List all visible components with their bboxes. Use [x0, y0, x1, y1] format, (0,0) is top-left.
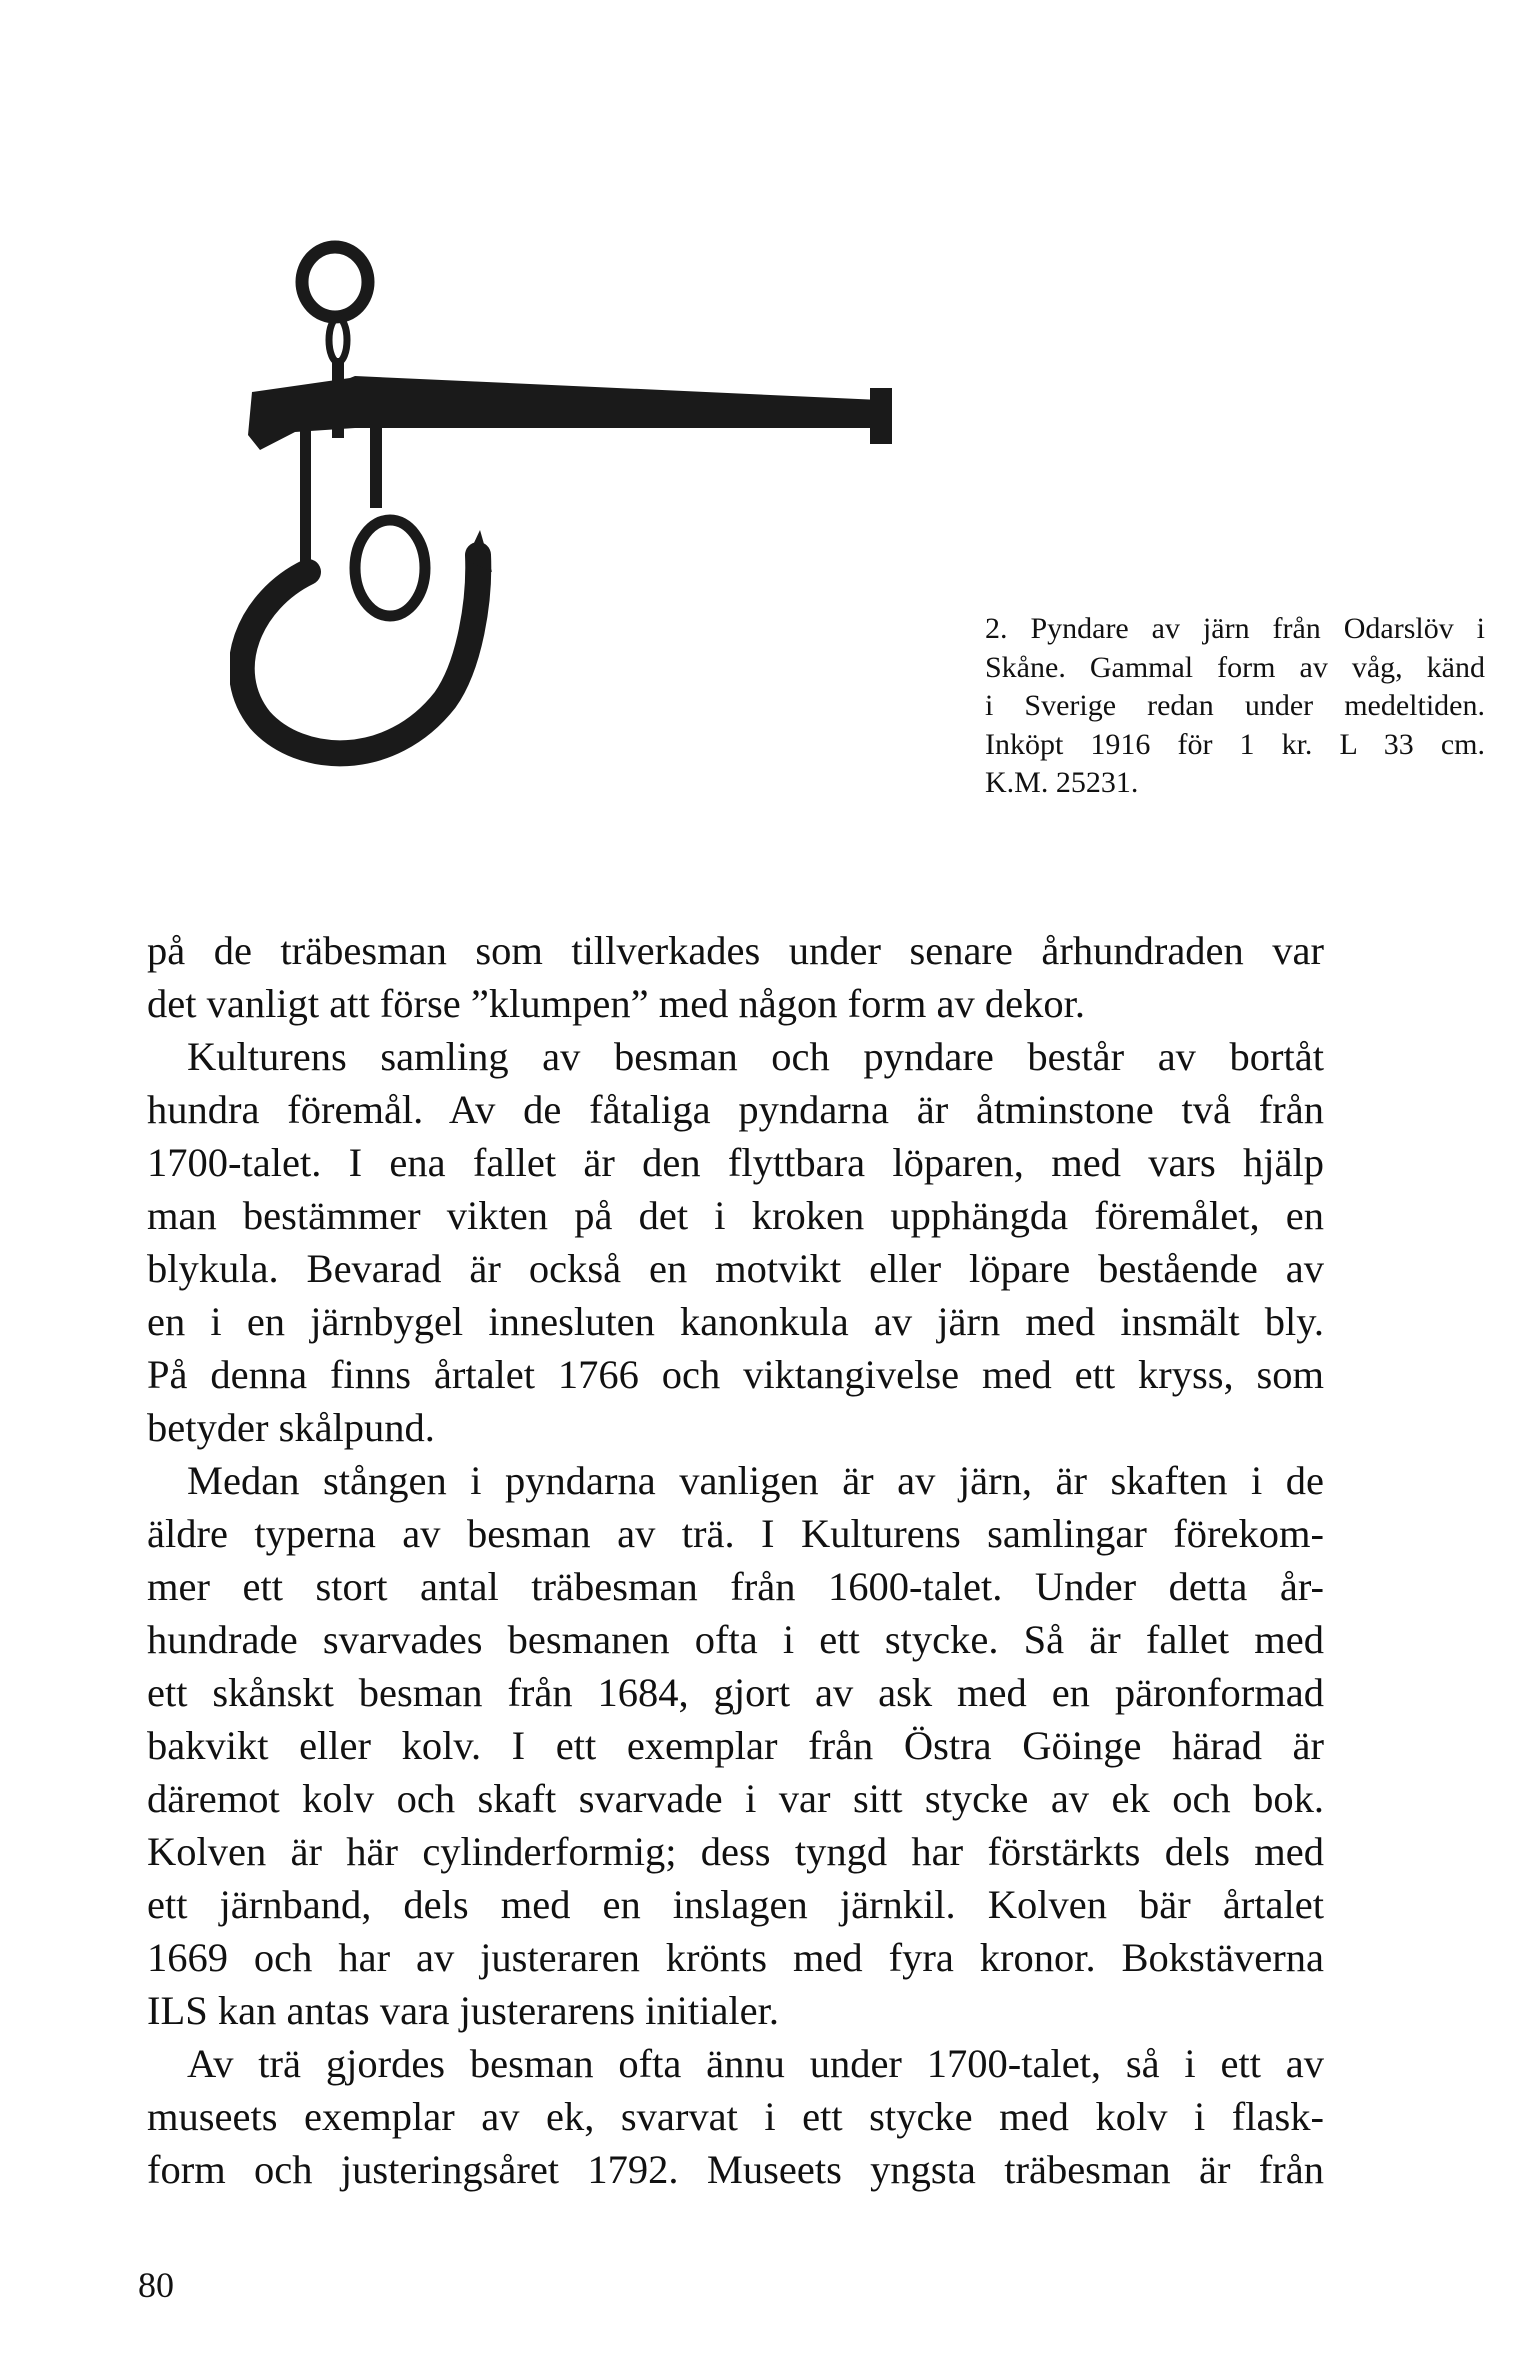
body-text: [147, 924, 1324, 2196]
paragraph-3: [147, 1454, 1324, 2037]
steelyard-scale-illustration: [230, 200, 930, 840]
text-line: 1700-talet. I ena fallet är den flyttbara löparen, med vars hjälp: [147, 1140, 1324, 1185]
text-line: På denna finns årtalet 1766 och viktangivelse med ett kryss, som: [147, 1352, 1324, 1397]
caption-line: Inköpt 1916 för 1 kr. L 33 cm.: [985, 727, 1485, 761]
text-line: ett skånskt besman från 1684, gjort av ask med en päronformad: [147, 1670, 1324, 1715]
text-line: form och justeringsåret 1792. Museets yngsta träbesman är från: [147, 2147, 1324, 2192]
caption-line: 2. Pyndare av järn från Odarslöv i: [985, 612, 1485, 645]
text-line: en i en järnbygel innesluten kanonkula av järn med insmält bly.: [147, 1299, 1324, 1344]
text-line: man bestämmer vikten på det i kroken upphängda föremålet, en: [147, 1193, 1324, 1238]
text-line: mer ett stort antal träbesman från 1600-talet. Under detta år-: [147, 1564, 1324, 1609]
caption-line: Skåne. Gammal form av våg, känd: [985, 650, 1485, 684]
text-line: däremot kolv och skaft svarvade i var sitt stycke av ek och bok.: [147, 1776, 1324, 1821]
text-line: Av trä gjordes besman ofta ännu under 1700-talet, så i ett av: [187, 2041, 1324, 2086]
text-line: 1669 och har av justeraren krönts med fyra kronor. Bokstäverna: [147, 1935, 1324, 1980]
text-line: hundra föremål. Av de fåtaliga pyndarna är åtminstone två från: [147, 1087, 1324, 1132]
caption-line: i Sverige redan under medeltiden.: [985, 689, 1485, 722]
text-line: ILS kan antas vara justerarens initialer.: [147, 1988, 780, 2033]
paragraph-1: [147, 924, 1324, 1030]
text-line: bakvikt eller kolv. I ett exemplar från Östra Göinge härad är: [147, 1723, 1324, 1768]
paragraph-4: [147, 2037, 1324, 2196]
text-line: Kulturens samling av besman och pyndare består av bortåt: [187, 1034, 1324, 1079]
text-line: äldre typerna av besman av trä. I Kulturens samlingar förekom-: [147, 1511, 1324, 1556]
text-line: hundrade svarvades besmanen ofta i ett stycke. Så är fallet med: [147, 1617, 1324, 1662]
text-line: museets exemplar av ek, svarvat i ett stycke med kolv i flask-: [147, 2094, 1324, 2139]
text-line: ett järnband, dels med en inslagen järnkil. Kolven bär årtalet: [147, 1882, 1324, 1927]
text-line: Kolven är här cylinderformig; dess tyngd har förstärkts dels med: [147, 1829, 1324, 1874]
text-line: det vanligt att förse ”klumpen” med någon form av dekor.: [147, 981, 1085, 1026]
steelyard-figure: [230, 200, 930, 840]
figure-caption: [985, 610, 1485, 803]
page-number: 80: [138, 2265, 174, 2305]
text-line: blykula. Bevarad är också en motvikt eller löpare bestående av: [147, 1246, 1324, 1291]
paragraph-2: [147, 1030, 1324, 1454]
text-line: betyder skålpund.: [147, 1405, 435, 1450]
caption-line: K.M. 25231.: [985, 766, 1139, 799]
text-line: på de träbesman som tillverkades under senare århundraden var: [147, 928, 1324, 973]
text-line: Medan stången i pyndarna vanligen är av järn, är skaften i de: [187, 1458, 1324, 1503]
